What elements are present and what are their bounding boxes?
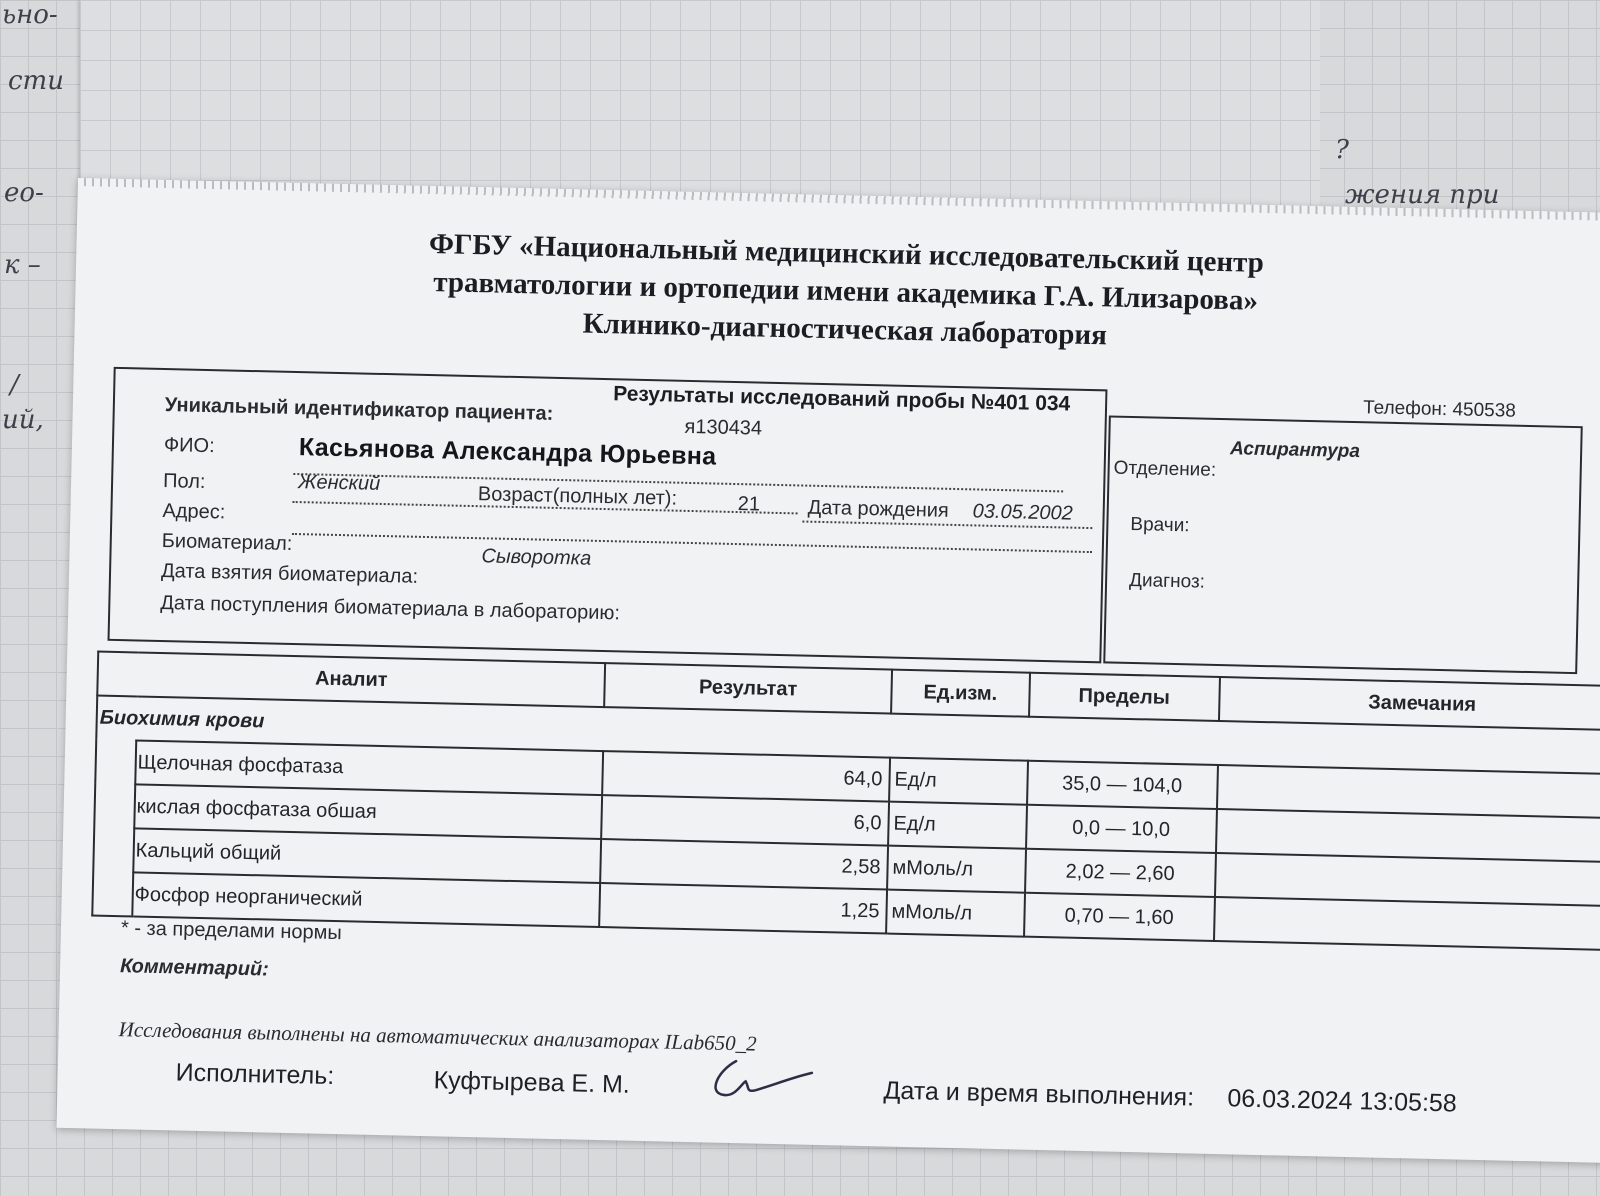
dob-value: 03.05.2002 (972, 500, 1073, 525)
fio-label: ФИО: (163, 434, 215, 458)
scribble: ео- (4, 178, 44, 208)
scribble: жения при (1345, 180, 1500, 210)
signature (705, 1052, 816, 1104)
col-notes: Замечания (1219, 677, 1600, 730)
patient-id-label: Уникальный идентификатор пациента: (164, 394, 554, 425)
analyte-name: Кальций общий (133, 828, 601, 883)
section-title: Биохимия крови (96, 696, 1600, 775)
executor-label: Исполнитель: (175, 1058, 335, 1091)
result-value: 1,25 (599, 883, 887, 933)
biomaterial-label: Биоматериал: (161, 529, 293, 555)
datetime-label: Дата и время выполнения: (883, 1076, 1195, 1112)
dob-label: Дата рождения (807, 496, 950, 522)
col-unit: Ед.изм. (891, 670, 1030, 717)
unit-value: Ед/л (888, 802, 1027, 849)
range-value: 35,0 — 104,0 (1027, 761, 1218, 809)
lab-report-sheet (56, 178, 1600, 1163)
result-value: 64,0 (602, 751, 890, 801)
org-name-line2: травматологии и ортопедии имени академика Г.А. Илизарова» (432, 266, 1259, 317)
patient-info-box (108, 367, 1108, 663)
dotted-line (292, 533, 1092, 553)
scribble: к – (4, 250, 41, 280)
unit-value: мМоль/л (887, 846, 1026, 893)
patient-name: Касьянова Александра Юрьевна (298, 433, 717, 471)
unit-value: мМоль/л (886, 890, 1025, 937)
result-value: 2,58 (600, 839, 888, 889)
diagnosis-label: Диагноз: (1128, 569, 1206, 593)
range-value: 0,70 — 1,60 (1024, 893, 1215, 941)
analyte-name: кислая фосфатаза обшая (134, 784, 602, 839)
taken-date-label: Дата взятия биоматериала: (160, 559, 419, 588)
datetime-value: 06.03.2024 13:05:58 (1227, 1084, 1458, 1118)
results-table (91, 651, 1600, 952)
executor-name: Куфтырева Е. М. (433, 1066, 631, 1099)
range-value: 2,02 — 2,60 (1025, 849, 1216, 897)
sex-value: Женский (297, 471, 381, 495)
scribble: / (10, 370, 19, 400)
analyzer-note: Исследования выполнены на автоматических анализаторах ILab650_2 (118, 1017, 757, 1056)
department-label: Отделение: (1113, 457, 1217, 481)
sample-title: Результаты исследований пробы №401 034 (612, 382, 1071, 416)
received-date-label: Дата поступления биоматериала в лабораторию: (160, 591, 621, 625)
address-label: Адрес: (162, 500, 226, 524)
unit-value: Ед/л (889, 758, 1028, 805)
note-value (1214, 897, 1600, 950)
col-result: Результат (604, 663, 892, 713)
col-analyte: Аналит (97, 652, 605, 707)
biomaterial-value: Сыворотка (481, 545, 592, 570)
phone: Телефон: 450538 (1362, 397, 1517, 422)
age-label: Возраст(полных лет): (477, 483, 678, 510)
age-value: 21 (737, 493, 761, 516)
department-box (1103, 415, 1583, 674)
result-value: 6,0 (601, 795, 889, 845)
org-name-line1: ФГБУ «Национальный медицинский исследовательский центр (428, 227, 1265, 279)
analyte-name: Фосфор неорганический (132, 872, 600, 927)
dotted-line (293, 473, 1063, 492)
doctors-label: Врачи: (1130, 513, 1190, 537)
patient-id-value: я130434 (684, 415, 763, 440)
scribble: ий, (2, 405, 44, 435)
range-value: 0,0 — 10,0 (1026, 805, 1217, 853)
analyte-name: Щелочная фосфатаза (135, 740, 603, 795)
comment-label: Комментарий: (119, 955, 270, 981)
lab-name: Клинико-диагностическая лаборатория (582, 307, 1108, 352)
footnote: * - за пределами нормы (120, 917, 343, 945)
scribble: ьно- (2, 0, 58, 30)
col-range: Пределы (1029, 673, 1220, 721)
scribble: ? (1335, 135, 1349, 165)
scribble: сти (8, 66, 64, 96)
sex-label: Пол: (162, 470, 206, 493)
department-title: Аспирантура (1229, 438, 1361, 463)
